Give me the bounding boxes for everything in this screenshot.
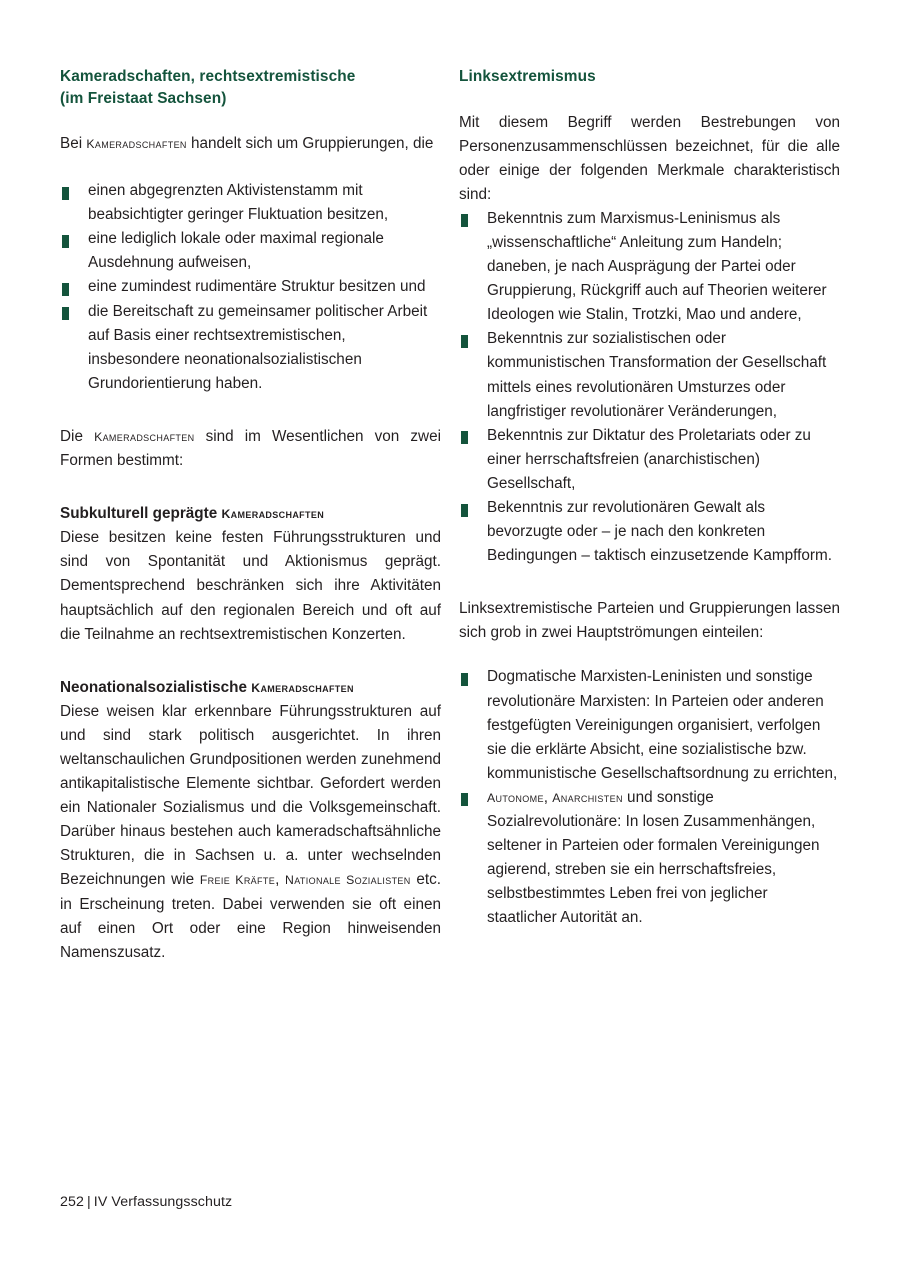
subheading-1-pre: Subkulturell geprägte [60,505,222,523]
bullet-square-icon [62,283,69,296]
bullet-square-icon [461,335,468,348]
list-item-smallcaps-autonome: Autonome [487,790,544,805]
neonationalsozialistische-body [60,700,441,965]
spacer [459,645,840,665]
right-intro-paragraph: Mit diesem Begriff werden Bestrebungen von Personenzusammenschlüssen bezeichnet, für die alle oder einige der folgenden Merkmale charakteristisch sind: [459,113,840,203]
left-column-heading [60,66,441,109]
bullet-square-icon [461,673,468,686]
left-intro-smallcaps: Kameradschaften [86,137,187,151]
subheading-2-smallcaps: Kameradschaften [251,680,354,695]
neo-body-smallcaps-nationale-sozialisten: Nationale Sozialisten [285,873,411,888]
subheading-neonationalsozialistische [60,676,441,700]
list-item-rest: und sonstige Sozialrevolutionäre: In losen Zusammenhängen, seltener in Parteien oder formalen Vereinigungen agierend, streben sie ein herrschaftsfreies, selbstbestimmtes Leben frei von jeglicher staatlicher Autorität an. [487,788,820,927]
list-item [60,179,441,227]
footer-page-number: 252 [60,1194,84,1210]
list-item [459,496,840,568]
list-item [60,300,441,396]
left-transition-pre: Die [60,427,95,445]
list-item [459,665,840,785]
two-column-layout [60,66,840,965]
list-item-text: Bekenntnis zur Diktatur des Proletariats oder zu einer herrschaftsfreien (anarchistischen) Gesellschaft, [487,426,811,492]
right-bullet-list-merkmale [459,207,840,568]
list-item [459,327,840,423]
left-heading-line-2: (im Freistaat Sachsen) [60,89,227,107]
bullet-square-icon [461,214,468,227]
right-transition-paragraph: Linksextremistische Parteien und Gruppierungen lassen sich grob in zwei Hauptströmungen einteilen: [459,600,840,642]
left-transition-paragraph [60,425,441,473]
right-bullet-list-hauptstroemungen [459,665,840,930]
bullet-square-icon [62,235,69,248]
left-transition-post: sind im Wesentlichen von zwei Formen bestimmt: [60,427,441,470]
spacer [60,647,441,676]
footer-separator: | [86,1194,91,1210]
subheading-subkulturell [60,502,441,526]
subheading-2-pre: Neonationalsozialistische [60,678,252,696]
list-item-text: Bekenntnis zur sozialistischen oder kommunistischen Transformation der Gesellschaft mittels eines revolutionären Umsturzes oder langfristiger revolutionärer Veränderungen, [487,330,827,420]
left-heading-line-1: Kameradschaften, rechtsextremistische [60,68,356,85]
spacer [60,109,441,132]
left-intro-pre: Bei [60,135,87,152]
list-item [60,227,441,275]
list-item [60,275,441,299]
right-heading-text: Linksextremismus [459,68,596,85]
list-item-text: eine lediglich lokale oder maximal regionale Ausdehnung aufweisen, [88,230,384,272]
bullet-square-icon [62,307,69,320]
neo-body-smallcaps-freie-kraefte: Freie Kräfte [199,873,276,888]
bullet-square-icon [461,504,468,517]
list-item [459,424,840,496]
list-item [459,207,840,327]
subheading-1-smallcaps: Kameradschaften [221,507,325,522]
list-item-text: einen abgegrenzten Aktivistenstamm mit beabsichtigter geringer Fluktuation besitzen, [88,182,389,224]
bullet-square-icon [461,431,468,444]
left-column [60,66,441,965]
list-item-text: die Bereitschaft zu gemeinsamer politischer Arbeit auf Basis einer rechtsextremistischen, insbesondere neonationalsozialistischen Grundorientierung haben. [88,302,428,392]
left-transition-smallcaps: Kameradschaften [94,429,195,444]
neo-body-part-1: Diese weisen klar erkennbare Führungsstrukturen auf und sind stark politisch ausgerichtet. In ihren weltanschaulichen Grundpositionen werden zunehmend antikapitalistische Elemente sichtbar. Gefordert werden ein Nationaler Sozialismus und die Volksgemeinschaft. Darüber hinaus bestehen auch kameradschaftsähnliche Strukturen, die in Sachsen u. a. unter wechselnden Bezeichnungen wie [60,702,441,889]
left-bullet-list [60,179,441,396]
bullet-square-icon [62,187,69,200]
spacer [459,88,840,111]
list-item-smallcaps-anarchisten: Anarchisten [552,790,623,805]
subkulturell-body: Diese besitzen keine festen Führungsstrukturen und sind von Spontanität und Aktionismus geprägt. Dementsprechend beschränken sich ihre Aktivitäten hauptsächlich auf den regionalen Bereich und oft auf die Teilnahme an rechtsextremistischen Konzerten. [60,529,441,643]
spacer [60,473,441,502]
right-column-heading [459,66,840,88]
neo-body-part-2: etc. in Erscheinung treten. Dabei verwenden sie oft einen auf einen Ort oder eine Region hinweisenden Namenszusatz. [60,871,441,961]
page-footer [60,1192,232,1212]
list-item-mid: , [543,788,553,806]
list-item-text [487,789,820,926]
list-item-text: Dogmatische Marxisten-Leninisten und sonstige revolutionäre Marxisten: In Parteien oder anderen festgefügten Vereinigungen organisiert, verfolgen sie die erklärte Absicht, eine sozialistische bzw. kommunistische Gesellschaftsordnung zu errichten, [487,668,838,782]
list-item-text: Bekenntnis zum Marxismus-Leninismus als „wissenschaftliche“ Anleitung zum Handeln; daneben, je nach Ausprägung der Partei oder Gruppierung, Rückgriff auch auf Theorien weiterer Ideologen wie Stalin, Trotzki, Mao und andere, [487,209,827,324]
left-intro-post: handelt sich um Gruppierungen, die [186,135,434,152]
right-column [459,66,840,965]
footer-chapter-title: IV Verfassungsschutz [93,1194,233,1210]
spacer [459,568,840,597]
list-item [459,786,840,931]
neo-body-mid: , [275,871,286,889]
bullet-square-icon [461,793,468,806]
left-intro-paragraph [60,132,441,156]
list-item-text: eine zumindest rudimentäre Struktur besitzen und [88,278,426,296]
spacer [60,396,441,425]
list-item-text: Bekenntnis zur revolutionären Gewalt als bevorzugte oder – je nach den konkreten Bedingungen – taktisch einzusetzende Kampfform. [487,499,832,565]
spacer [60,156,441,179]
